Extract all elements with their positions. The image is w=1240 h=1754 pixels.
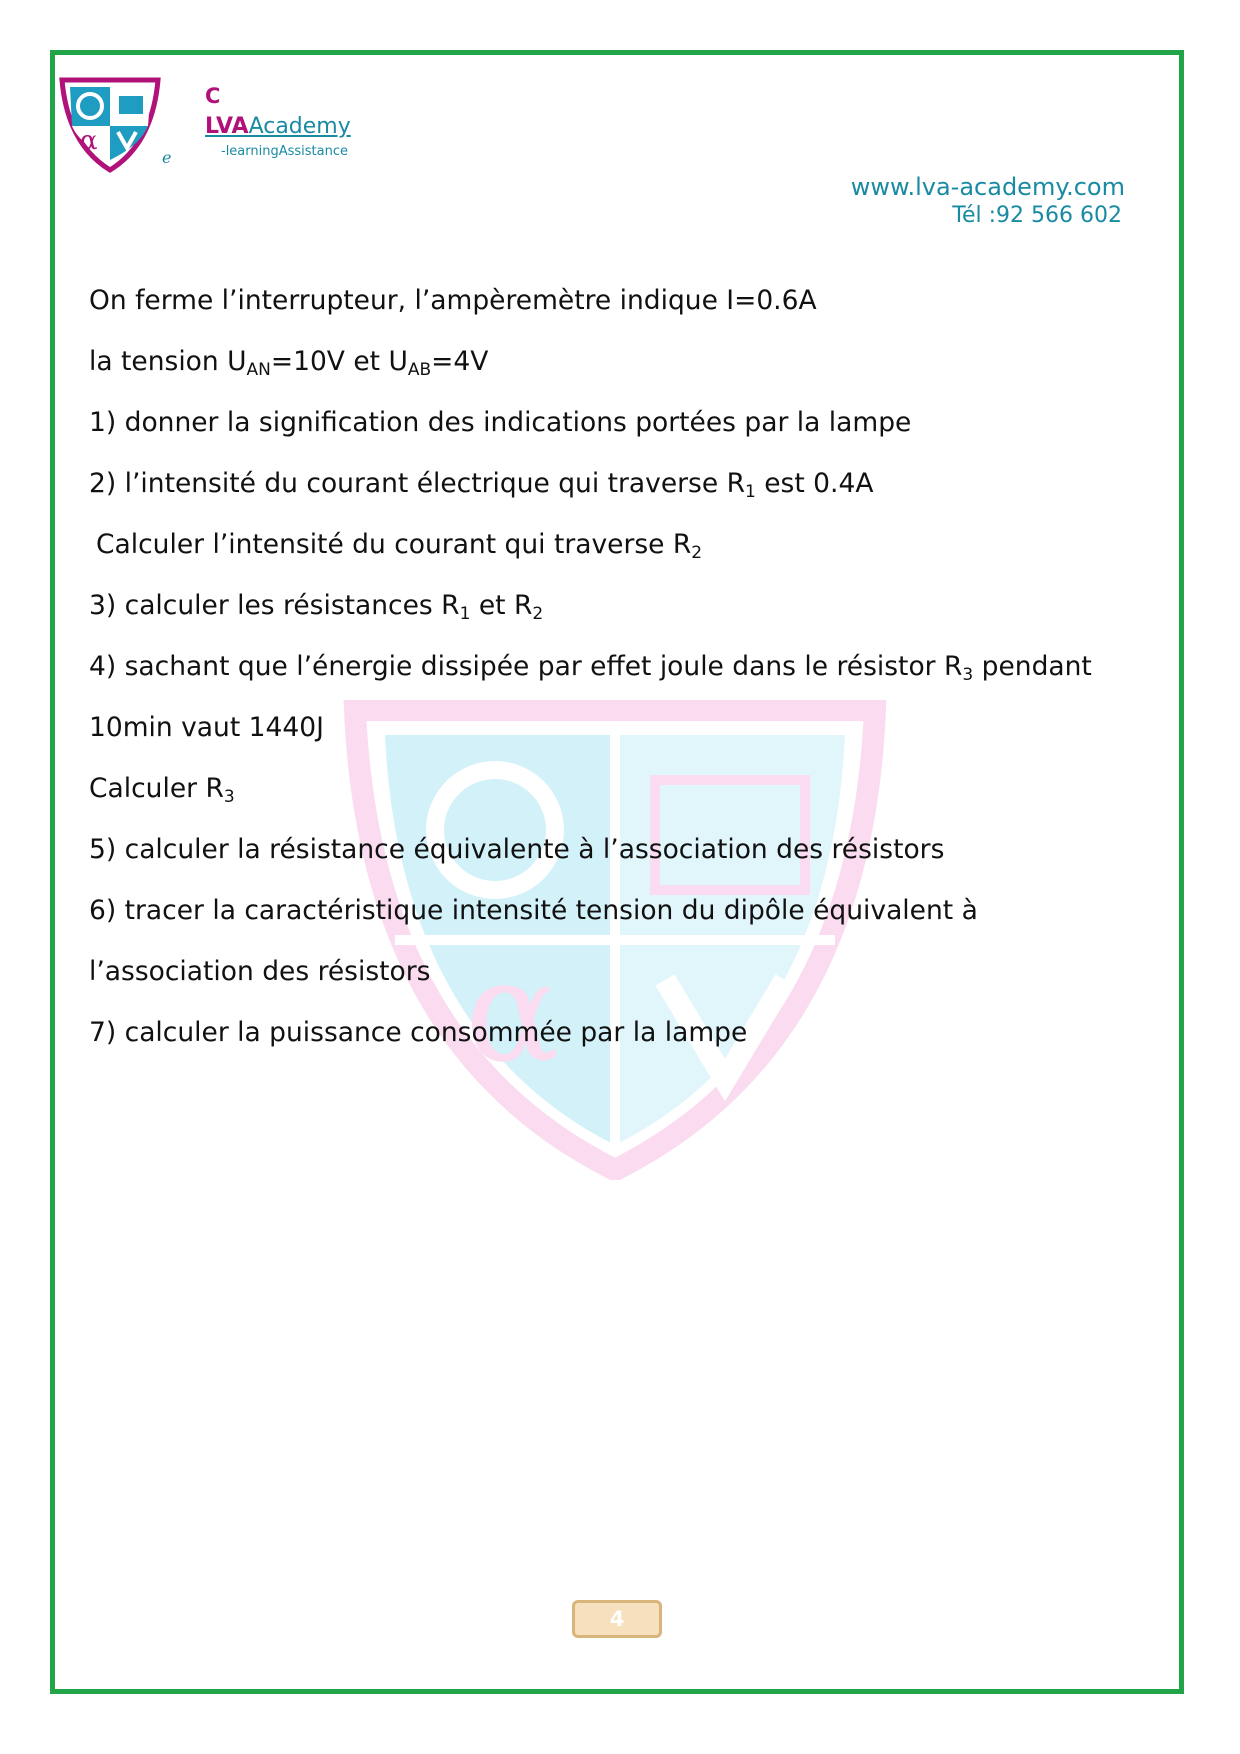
question-3: 3) calculer les résistances $R_1$ et $R_2$ — [89, 590, 544, 624]
question-6-continued: l’association des résistors — [89, 956, 431, 987]
brand-e: e — [162, 148, 172, 167]
brand-tagline: -learningAssistance — [221, 144, 348, 159]
brand-lva: LVA — [205, 114, 249, 139]
question-1: 1) donner la signification des indications portées par la lampe — [89, 407, 912, 438]
exercise-line: la tension $U_{AN}=10V$ et $U_{AB}=4V$ — [89, 346, 489, 380]
question-7: 7) calculer la puissance consommée par la lampe — [89, 1017, 748, 1048]
brand-academy: Academy — [248, 114, 351, 139]
academy-logo-icon — [58, 76, 168, 176]
page-number-badge: 4 — [572, 1600, 662, 1638]
question-5: 5) calculer la résistance équivalente à l’association des résistors — [89, 834, 945, 865]
exercise-text — [89, 278, 1129, 1071]
phone-number: Tél :92 566 602 — [952, 203, 1122, 228]
website-link[interactable]: www.lva-academy.com — [850, 173, 1125, 201]
exercise-line: On ferme l’interrupteur, l’ampèremètre indique I=0.6A — [89, 285, 817, 316]
question-2: 2) l’intensité du courant électrique qui traverse $R_1$ est 0.4A — [89, 468, 874, 502]
question-4-followup: Calculer $R_3$ — [89, 773, 235, 807]
brand-block — [205, 84, 351, 159]
svg-text:α: α — [465, 931, 560, 1094]
contact-block — [851, 172, 1125, 230]
question-2-followup: Calculer l’intensité du courant qui traverse $R_2$ — [96, 529, 703, 563]
question-6: 6) tracer la caractéristique intensité tension du dipôle équivalent à — [89, 895, 978, 926]
brand-letter: C — [205, 84, 221, 108]
brand-name — [205, 114, 351, 140]
svg-text:α: α — [80, 126, 98, 156]
question-4-continued: 10min vaut 1440J — [89, 712, 324, 743]
question-4: 4) sachant que l’énergie dissipée par effet joule dans le résistor $R_3$ pendant — [89, 651, 1092, 685]
